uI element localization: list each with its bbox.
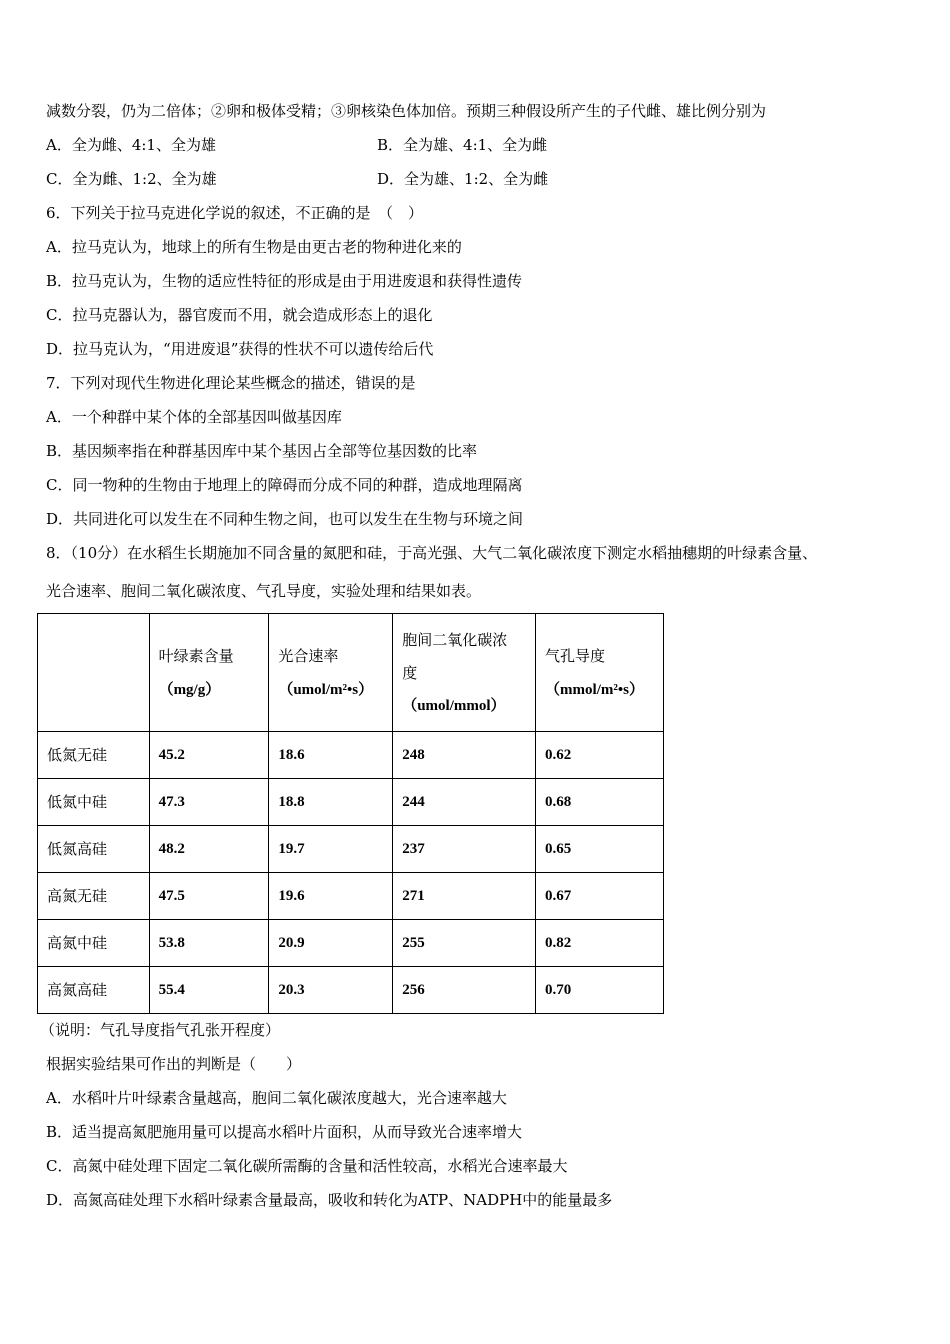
header-photosynthesis-label: 光合速率 (278, 646, 339, 665)
q8-option-c: C．高氮中硅处理下固定二氧化碳所需酶的含量和活性较高，水稻光合速率最大 (46, 1157, 568, 1175)
q8-option-a: A．水稻叶片叶绿素含量越高，胞间二氧化碳浓度越大，光合速率越大 (46, 1089, 507, 1107)
header-photosynthesis (269, 614, 393, 732)
results-table (37, 613, 664, 1014)
q7-option-a: A．一个种群中某个体的全部基因叫做基因库 (46, 408, 342, 426)
header-stomata-unit: （mmol/m²•s） (545, 681, 644, 698)
cell-stomata: 0.68 (536, 779, 664, 826)
row-label: 低氮中硅 (38, 779, 150, 826)
q7-option-b: B．基因频率指在种群基因库中某个基因占全部等位基因数的比率 (46, 442, 478, 460)
q6-option-c: C．拉马克器认为，器官废而不用，就会造成形态上的退化 (46, 306, 433, 324)
cell-stomata: 0.67 (536, 873, 664, 920)
header-co2-label-line2: 度 (402, 663, 418, 682)
cell-chlorophyll: 47.3 (149, 779, 269, 826)
cell-co2: 255 (393, 920, 536, 967)
cell-photosynthesis: 18.6 (269, 732, 393, 779)
q6-option-b: B．拉马克认为，生物的适应性特征的形成是由于用进废退和获得性遗传 (46, 272, 523, 290)
q7-option-c: C．同一物种的生物由于地理上的障碍而分成不同的种群，造成地理隔离 (46, 476, 523, 494)
cell-chlorophyll: 48.2 (149, 826, 269, 873)
cell-co2: 244 (393, 779, 536, 826)
table-row (38, 873, 664, 920)
cell-photosynthesis: 18.8 (269, 779, 393, 826)
intro-line: 减数分裂，仍为二倍体；②卵和极体受精；③卵核染色体加倍。预期三种假设所产生的子代雌、雄比例分别为 (46, 102, 767, 120)
q5-option-a: A．全为雌、4:1、全为雄 (46, 136, 216, 154)
cell-stomata: 0.82 (536, 920, 664, 967)
cell-stomata: 0.70 (536, 967, 664, 1014)
table-row (38, 826, 664, 873)
cell-chlorophyll: 53.8 (149, 920, 269, 967)
header-co2 (393, 614, 536, 732)
q8-option-d: D．高氮高硅处理下水稻叶绿素含量最高，吸收和转化为ATP、NADPH中的能量最多 (46, 1191, 613, 1209)
cell-co2: 256 (393, 967, 536, 1014)
q5-option-c: C．全为雌、1:2、全为雄 (46, 170, 217, 188)
row-label: 低氮高硅 (38, 826, 150, 873)
row-label: 高氮无硅 (38, 873, 150, 920)
header-co2-label-line1: 胞间二氧化碳浓 (402, 630, 508, 649)
header-stomata-label: 气孔导度 (545, 646, 606, 665)
row-label: 低氮无硅 (38, 732, 150, 779)
cell-chlorophyll: 47.5 (149, 873, 269, 920)
cell-stomata: 0.65 (536, 826, 664, 873)
q5-option-b: B．全为雄、4:1、全为雌 (377, 136, 548, 154)
q8-option-b: B．适当提高氮肥施用量可以提高水稻叶片面积，从而导致光合速率增大 (46, 1123, 523, 1141)
cell-photosynthesis: 19.7 (269, 826, 393, 873)
header-photosynthesis-unit: （umol/m²•s） (278, 681, 374, 698)
q8-stem-line1: 8．（10分）在水稻生长期施加不同含量的氮肥和硅，于高光强、大气二氧化碳浓度下测定水稻抽穗期的叶绿素含量、 (46, 544, 818, 562)
q5-option-d: D．全为雄、1:2、全为雌 (377, 170, 549, 188)
header-co2-unit: （umol/mmol） (402, 697, 506, 714)
table-row (38, 732, 664, 779)
cell-photosynthesis: 19.6 (269, 873, 393, 920)
cell-chlorophyll: 55.4 (149, 967, 269, 1014)
table-note: （说明：气孔导度指气孔张开程度） (40, 1021, 281, 1039)
header-chlorophyll-unit: （mg/g） (158, 681, 221, 698)
row-label: 高氮中硅 (38, 920, 150, 967)
q8-stem-line2: 光合速率、胞间二氧化碳浓度、气孔导度，实验处理和结果如表。 (46, 582, 482, 600)
q7-option-d: D．共同进化可以发生在不同种生物之间，也可以发生在生物与环境之间 (46, 510, 524, 528)
q6-option-d: D．拉马克认为，“用进废退”获得的性状不可以遗传给后代 (46, 340, 434, 358)
q6-stem: 6．下列关于拉马克进化学说的叙述，不正确的是 （ ） (46, 204, 424, 222)
cell-stomata: 0.62 (536, 732, 664, 779)
cell-co2: 237 (393, 826, 536, 873)
cell-chlorophyll: 45.2 (149, 732, 269, 779)
cell-photosynthesis: 20.9 (269, 920, 393, 967)
header-empty-cell (38, 614, 150, 732)
row-label: 高氮高硅 (38, 967, 150, 1014)
q8-question: 根据实验结果可作出的判断是（ ） (46, 1055, 302, 1073)
table-row (38, 967, 664, 1014)
cell-co2: 271 (393, 873, 536, 920)
table-row (38, 779, 664, 826)
cell-co2: 248 (393, 732, 536, 779)
header-stomata (536, 614, 664, 732)
cell-photosynthesis: 20.3 (269, 967, 393, 1014)
table-row (38, 920, 664, 967)
q6-option-a: A．拉马克认为，地球上的所有生物是由更古老的物种进化来的 (46, 238, 462, 256)
header-chlorophyll-label: 叶绿素含量 (158, 646, 234, 665)
header-chlorophyll (149, 614, 269, 732)
table-header-row (38, 614, 664, 732)
q7-stem: 7．下列对现代生物进化理论某些概念的描述，错误的是 (46, 374, 416, 392)
